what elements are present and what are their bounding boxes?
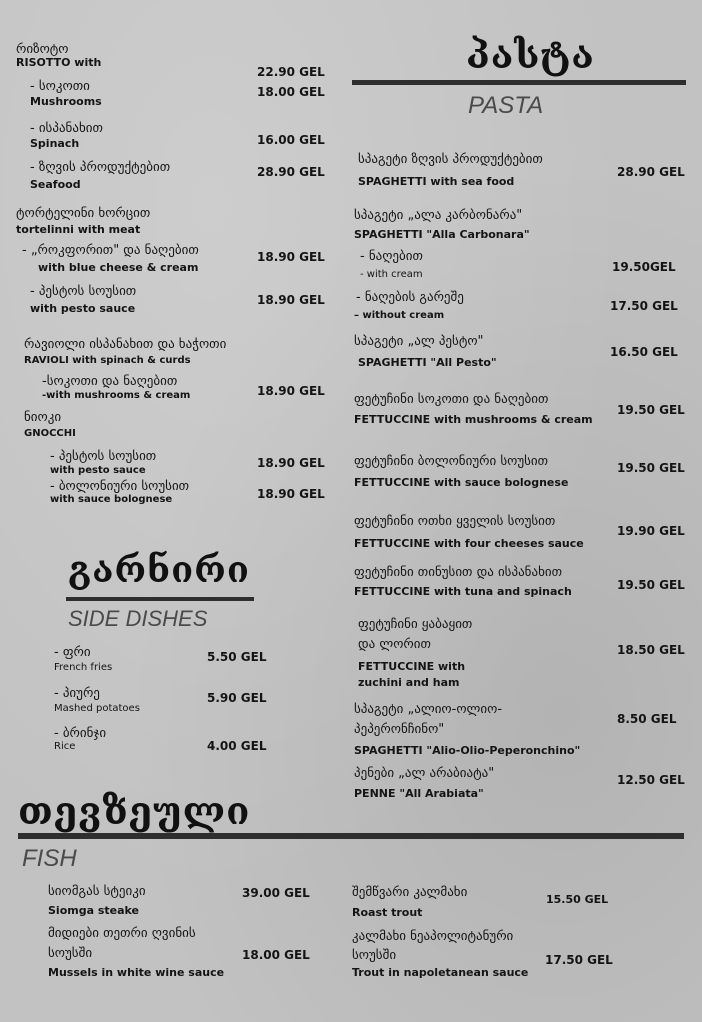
menu-item-en: PENNE "All Arabiata" [354, 787, 484, 800]
menu-item-geo: ფეტუჩინი ბოლონიური სოუსით [354, 454, 549, 469]
tortellini-title-en: tortelinni with meat [16, 223, 141, 236]
divider [18, 833, 684, 839]
menu-item-geo: - ნაღების გარეშე [356, 290, 464, 305]
side-dishes-heading-geo: გარნირი [68, 549, 250, 591]
menu-item-en: Mushrooms [30, 95, 102, 108]
menu-item-geo: - ნაღებით [360, 249, 423, 264]
ravioli-title-geo: რავიოლი ისპანახით და ხაჭოთი [24, 337, 227, 352]
menu-item-price: 5.90 GEL [207, 691, 267, 705]
menu-item-price: 8.50 GEL [617, 712, 677, 726]
menu-item-en: FETTUCCINE with tuna and spinach [354, 585, 572, 598]
pasta-heading-en: PASTA [468, 92, 544, 119]
menu-item-price: 28.90 GEL [617, 165, 685, 179]
menu-item-geo: - პესტოს სოუსით [30, 284, 137, 299]
risotto-title-geo: რიზოტო [16, 42, 69, 57]
menu-item-en-line2: zuchini and ham [358, 676, 460, 689]
menu-item-geo: - ბრინჯი [54, 726, 107, 741]
menu-item-en: with pesto sauce [30, 302, 136, 315]
menu-item-geo: ფეტუჩინი თინუსით და ისპანახით [354, 565, 562, 580]
menu-item-price: 16.50 GEL [610, 345, 678, 359]
menu-item-price: 17.50 GEL [545, 953, 613, 967]
divider [66, 597, 254, 601]
menu-item-geo: სპაგეტი „ალა კარბონარა" [354, 208, 523, 223]
menu-item-geo: - პიურე [54, 686, 100, 701]
gnocchi-title-en: GNOCCHI [24, 428, 76, 439]
menu-item-en: - with cream [360, 269, 423, 280]
menu-item-en: Spinach [30, 137, 80, 150]
pasta-heading-geo: პასტა [466, 32, 595, 77]
menu-item-en: SPAGHETTI "Alio-Olio-Peperonchino" [354, 744, 581, 757]
menu-item-en: with pesto sauce [50, 465, 146, 476]
menu-item-geo-line2: სოუსში [352, 948, 397, 963]
menu-item-geo: მიდიები თეთრი ღვინის [48, 926, 196, 941]
menu-item-geo-line2: პეპერონჩინო" [354, 722, 445, 737]
menu-item-geo: პენები „ალ არაბიატა" [354, 766, 495, 781]
menu-item-geo: ფეტუჩინი ყაბაყით [358, 617, 473, 632]
menu-item-geo: - ისპანახით [30, 121, 103, 136]
menu-item-geo: - ფრი [54, 645, 91, 660]
menu-item-price: 19.50 GEL [617, 461, 685, 475]
fish-heading-geo: თევზეული [18, 788, 251, 833]
menu-item-price: 18.00 GEL [257, 85, 325, 99]
menu-item-geo: სპაგეტი „ალიო-ოლიო- [354, 702, 503, 717]
menu-item-price: 19.50 GEL [617, 403, 685, 417]
menu-item-price: 28.90 GEL [257, 165, 325, 179]
menu-item-price: 39.00 GEL [242, 886, 310, 900]
menu-item-en: Rice [54, 741, 76, 752]
menu-item-geo-line2: სოუსში [48, 946, 93, 961]
menu-item-price: 18.90 GEL [257, 487, 325, 501]
risotto-title-en: RISOTTO with [16, 56, 102, 69]
ravioli-title-en: RAVIOLI with spinach & curds [24, 355, 191, 366]
menu-item-en: FETTUCCINE with four cheeses sauce [354, 537, 584, 550]
menu-item-price: 18.50 GEL [617, 643, 685, 657]
menu-item-geo: ფეტუჩინი სოკოთი და ნაღებით [354, 392, 549, 407]
menu-item-price: 15.50 GEL [546, 893, 609, 906]
menu-item-geo: ფეტუჩინი ოთხი ყველის სოუსით [354, 514, 556, 529]
menu-item-geo: შემწვარი კალმახი [352, 885, 468, 900]
menu-item-geo: - ბოლონიური სოუსით [50, 479, 190, 494]
divider [352, 80, 686, 85]
menu-item-geo: - პესტოს სოუსით [50, 449, 157, 464]
menu-item-price: 18.90 GEL [257, 456, 325, 470]
menu-item-geo-line2: და ლორით [358, 637, 431, 652]
menu-item-geo: - სოკოთი [30, 79, 90, 94]
menu-item-price: 18.90 GEL [257, 293, 325, 307]
menu-item-geo: კალმახი ნეაპოლიტანური [352, 929, 514, 944]
menu-item-geo: -სოკოთი და ნაღებით [42, 374, 178, 389]
risotto-price: 22.90 GEL [257, 65, 325, 79]
menu-item-geo: სიომგას სტეიკი [48, 884, 146, 899]
menu-item-en: FETTUCCINE with sauce bolognese [354, 476, 569, 489]
menu-item-price: 18.90 GEL [257, 384, 325, 398]
menu-item-en: -with mushrooms & cream [42, 390, 191, 401]
tortellini-title-geo: ტორტელინი ხორცით [16, 206, 151, 221]
menu-item-price: 5.50 GEL [207, 650, 267, 664]
menu-item-price: 18.00 GEL [242, 948, 310, 962]
menu-item-en: – without cream [354, 310, 445, 321]
menu-item-en: Trout in napoletanean sauce [352, 966, 529, 979]
menu-item-geo: სპაგეტი ზღვის პროდუქტებით [358, 152, 543, 167]
menu-item-en: Siomga steake [48, 904, 140, 917]
menu-item-en: Mussels in white wine sauce [48, 966, 225, 979]
menu-item-price: 19.50 GEL [617, 578, 685, 592]
menu-item-en: with blue cheese & cream [38, 261, 199, 274]
menu-item-price: 4.00 GEL [207, 739, 267, 753]
menu-item-en: with sauce bolognese [50, 494, 173, 505]
menu-item-price: 19.50GEL [612, 260, 676, 274]
side-dishes-heading-en: SIDE DISHES [68, 606, 208, 631]
menu-item-en: FETTUCCINE with mushrooms & cream [354, 413, 593, 426]
fish-heading-en: FISH [22, 845, 77, 872]
menu-item-geo: სპაგეტი „ალ პესტო" [354, 334, 484, 349]
menu-item-price: 16.00 GEL [257, 133, 325, 147]
menu-item-price: 12.50 GEL [617, 773, 685, 787]
menu-item-en: Mashed potatoes [54, 703, 140, 714]
menu-item-en: Seafood [30, 178, 81, 191]
menu-item-en: SPAGHETTI "All Pesto" [358, 356, 497, 369]
menu-item-price: 19.90 GEL [617, 524, 685, 538]
menu-item-en: French fries [54, 662, 113, 673]
menu-item-price: 18.90 GEL [257, 250, 325, 264]
menu-item-en: Roast trout [352, 906, 423, 919]
menu-item-en: SPAGHETTI "Alla Carbonara" [354, 228, 530, 241]
menu-item-en: FETTUCCINE with [358, 660, 466, 673]
gnocchi-title-geo: ნიოკი [24, 410, 62, 425]
menu-item-geo: - ზღვის პროდუქტებით [30, 160, 171, 175]
menu-item-en: SPAGHETTI with sea food [358, 175, 515, 188]
menu-item-geo: - „როკფორით" და ნაღებით [22, 243, 199, 258]
menu-item-price: 17.50 GEL [610, 299, 678, 313]
